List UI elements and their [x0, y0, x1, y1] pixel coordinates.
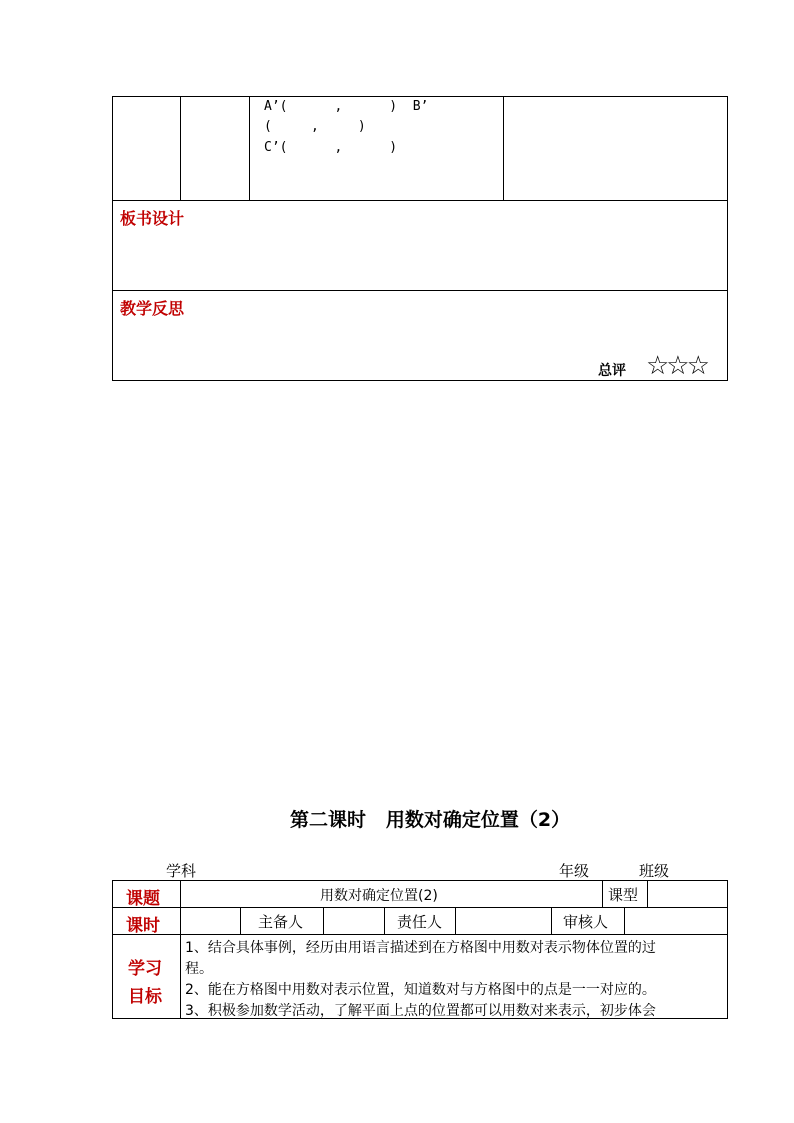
lesson-title: 第二课时 用数对确定位置（2）: [290, 809, 571, 831]
objective-line: 2、能在方格图中用数对表示位置，知道数对与方格图中的点是一一对应的。: [185, 982, 656, 998]
class-label: 班级: [639, 862, 670, 880]
responsible-label: 责任人: [397, 913, 443, 931]
objectives-label-line2: 目标: [128, 987, 162, 1007]
board-design-label: 板书设计: [120, 209, 185, 228]
rating-stars: ☆☆☆: [646, 351, 707, 381]
top-table: [112, 96, 728, 381]
form-divider: [180, 880, 181, 1019]
form-divider: [112, 934, 728, 935]
top-table-divider: [503, 96, 504, 201]
top-table-divider: [112, 290, 728, 291]
reflection-label: 教学反思: [120, 299, 185, 318]
form-divider: [624, 907, 625, 934]
grade-label: 年级: [559, 862, 590, 880]
top-table-divider: [180, 96, 181, 201]
objective-line: 1、结合具体事例，经历由用语言描述到在方格图中用数对表示物体位置的过: [185, 940, 656, 956]
top-table-divider: [112, 200, 728, 201]
form-divider: [602, 880, 603, 907]
coord-line-b: ( , ): [264, 119, 366, 134]
form-divider: [647, 880, 648, 907]
main-preparer-label: 主备人: [258, 913, 304, 931]
subject-label: 学科: [166, 862, 197, 880]
coord-line-c: C’( , ): [264, 140, 398, 155]
form-divider: [551, 907, 552, 934]
form-divider: [323, 907, 324, 934]
period-label: 课时: [126, 916, 160, 936]
objective-line: 程。: [185, 961, 213, 977]
objectives-label-line1: 学习: [128, 959, 162, 979]
objective-line: 3、积极参加数学活动，了解平面上点的位置都可以用数对来表示，初步体会: [185, 1003, 656, 1019]
form-divider: [384, 907, 385, 934]
form-divider: [240, 907, 241, 934]
type-label: 课型: [608, 886, 639, 904]
topic-label: 课题: [126, 889, 160, 909]
top-table-divider: [249, 96, 250, 201]
form-divider: [112, 907, 728, 908]
coord-line-a-b: A’( , ) B’: [264, 99, 429, 114]
reviewer-label: 审核人: [563, 913, 609, 931]
form-divider: [455, 907, 456, 934]
overall-label: 总评: [598, 363, 626, 379]
topic-value: 用数对确定位置(2): [320, 888, 438, 904]
